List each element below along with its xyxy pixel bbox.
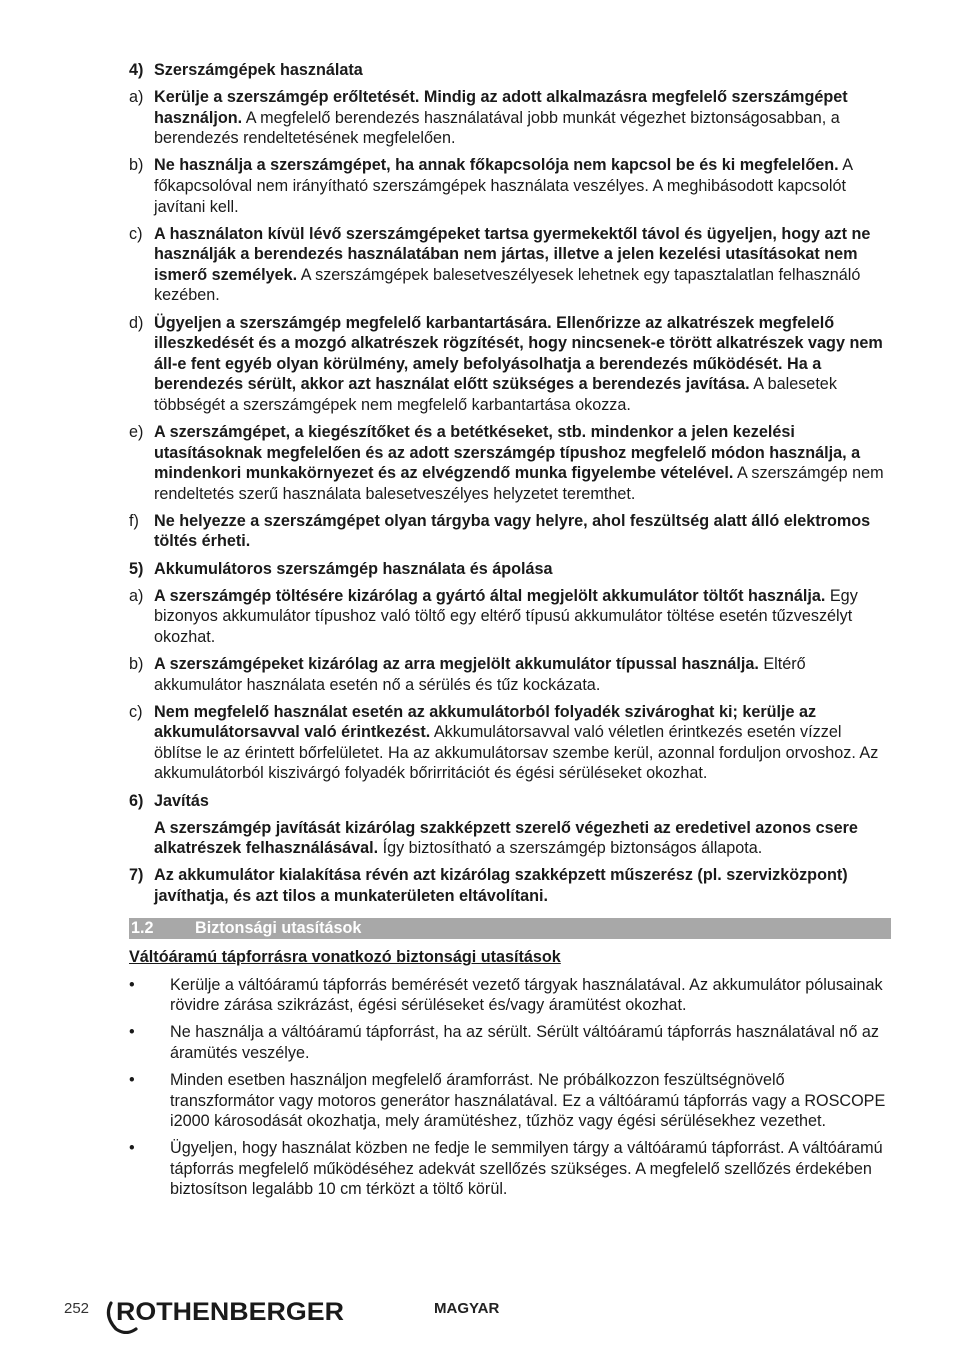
item-text: Egy bizonyos akkumulátor típushoz való töltő egy eltérő típusú akkumulátor töltése esetén tűzveszélyt okozhat. [154,586,858,646]
bullet-mark: • [129,1070,135,1089]
section-number: 7) [129,866,144,885]
repair-paragraph [129,818,891,859]
item-bold-text: A szerszámgépet, a kiegészítőket és a betétkéseket, stb. mindenkor a jelen kezelési utasításoknak megfelelően és az adott szerszámgép típushoz megfelelő módon használja, a mindenkori munkakörnyezet és az elvégzendő munka figyelembe vételével. [154,423,861,483]
item-bold-text: Ne használja a szerszámgépet, ha annak főkapcsolója nem kapcsol be és ki megfelelően. [154,156,839,175]
section-title: Javítás [154,791,209,810]
item-bold-text: Ne helyezze a szerszámgépet olyan tárgyba vagy helyre, ahol feszültség alatt álló elektromos töltés érheti. [154,511,871,551]
item-text: A megfelelő berendezés használatával jobb munkát végezhet biztonságosabban, a berendezés rendeltetésének megfelelően. [154,108,840,148]
bullet-item [129,1022,891,1063]
list-item [129,702,891,784]
section-title: Akkumulátoros szerszámgép használata és ápolása [154,559,553,578]
item-bold-text: Ügyeljen a szerszámgép megfelelő karbantartására. Ellenőrizze az alkatrészek megfelelő illeszkedését és a mozgó alkatrészek rögzítését, hogy nincsenek-e törött alkatrészek vagy nem áll-e fent egyéb olyan körülmény, amely befolyásolhatja a berendezés működését. Ha a berendezés sérült, akkor azt használat előtt szükséges a berendezés javítása. [154,313,883,394]
item-letter: d) [129,313,144,332]
bullet-mark: • [129,1023,135,1042]
bullet-item [129,975,891,1016]
brand-name: ROTHENBERGER [116,1298,344,1326]
list-item [129,422,891,504]
list-item [129,87,891,149]
section-title: Szerszámgépek használata [154,61,363,79]
item-letter: a) [129,586,144,605]
bullet-mark: • [129,975,135,994]
item-text: A szerszámgépek balesetveszélyesek lehetnek egy tapasztalatlan felhasználó kezében. [154,265,861,305]
subsection-title: Váltóáramú tápforrásra vonatkozó biztonsági utasítások [129,948,561,967]
item-text: Eltérő akkumulátor használata esetén nő a sérülés és tűz kockázata. [154,654,806,694]
item-text: A főkapcsolóval nem irányítható szerszámgépek használata veszélyes. A meghibásodott kapcsolót javítani kell. [154,156,853,216]
bullet-item [129,1070,891,1132]
item-letter: b) [129,156,144,175]
item-letter: f) [129,511,139,530]
list-item [129,586,891,648]
bullet-mark: • [129,1139,135,1158]
item-letter: a) [129,88,144,107]
item-letter: c) [129,224,143,243]
section-number: 4) [129,61,144,79]
section-bar-title: Biztonsági utasítások [195,919,362,938]
page-number: 252 [64,1300,90,1317]
bullet-item [129,1138,891,1200]
bullet-text: Ne használja a váltóáramú tápforrást, ha az sérült. Sérült váltóáramú tápforrás használatával nő az áramütés veszélye. [170,1023,880,1062]
item-text: A szerszámgép nem rendeltetés szerű használata balesetveszélyes helyzetet teremthet. [154,464,884,503]
list-item [129,224,891,306]
paragraph-text: Így biztosítható a szerszámgép biztonságos állapota. [378,839,763,858]
bullet-text: Ügyeljen, hogy használat közben ne fedje le semmilyen tárgy a váltóáramú tápforrást. A váltóáramú tápforrás megfelelő működéséhez adekvát szellőzés szükséges. A megfelelő szellőzés érdekében biztosítson legalább 10 cm térközt a töltő körül. [170,1139,883,1199]
section-bar-number: 1.2 [131,919,154,938]
bullet-text: Kerülje a váltóáramú tápforrás bemérését vezető tárgyak használatával. Az akkumulátor pólusainak rövidre zárása szikrázást, égési sérüléseket és/vagy áramütést okozhat. [170,975,883,1015]
item-text: Akkumulátorsavval való véletlen érintkezés esetén vízzel öblítse le az érintett bőrfelületet. Ha az akkumulátorsav szembe kerül, azonnal forduljon orvoshoz. Az akkumulátorból kiszivárgó folyadék bőrirritációt és égési sérüléseket okozhat. [154,723,879,783]
list-item [129,313,891,416]
rothenberger-logo [102,1296,352,1334]
page-content [129,60,891,1207]
page-footer [64,1296,894,1336]
item-bold-text: Nem megfelelő használat esetén az akkumulátorból folyadék szivároghat ki; kerülje az akkumulátorsavval való érintkezést. [154,702,817,742]
section-text: Az akkumulátor kialakítása révén azt kizárólag szakképzett műszerész (pl. szervizközpont) javíthatja, és azt tilos a munkaterületen eltávolítani. [154,866,848,905]
item-letter: c) [129,702,143,721]
section-4-heading [129,60,891,81]
section-number: 6) [129,791,144,810]
item-bold-text: A szerszámgépeket kizárólag az arra megjelölt akkumulátor típussal használja. [154,654,759,673]
section-6-heading [129,791,891,812]
section-bar [129,918,891,939]
list-item [129,155,891,217]
section-5-heading [129,559,891,580]
section-number: 5) [129,559,144,578]
item-letter: e) [129,423,144,441]
paragraph-bold-text: A szerszámgép javítását kizárólag szakképzett szerelő végezheti az eredetivel azonos csere alkatrészek felhasználásával. [154,818,858,858]
item-bold-text: A szerszámgép töltésére kizárólag a gyártó által megjelölt akkumulátor töltőt használja. [154,586,826,605]
item-bold-text: A használaton kívül lévő szerszámgépeket tartsa gyermekektől távol és ügyeljen, hogy azt ne használják a berendezés használatában nem jártas, illetve a jelen kezelési utasításokat nem ismerő személyek. [154,224,871,284]
item-letter: b) [129,654,144,673]
list-item [129,654,891,695]
list-item [129,511,891,552]
language-label: MAGYAR [434,1300,500,1317]
item-bold-text: Kerülje a szerszámgép erőltetését. Mindig az adott alkalmazásra megfelelő szerszámgépet használjon. [154,88,848,127]
section-7-heading [129,865,891,906]
item-text: A balesetek többségét a szerszámgépek nem megfelelő karbantartása okozza. [154,375,837,414]
bullet-text: Minden esetben használjon megfelelő áramforrást. Ne próbálkozzon feszültségnövelő transzformátor vagy motoros generátor használatával. Ez a váltóáramú tápforrás vagy a ROSCOPE i2000 károsodását okozhatja, mely áramütéshez, tűzhöz vagy égési sérülésekhez vezethet. [170,1070,886,1131]
